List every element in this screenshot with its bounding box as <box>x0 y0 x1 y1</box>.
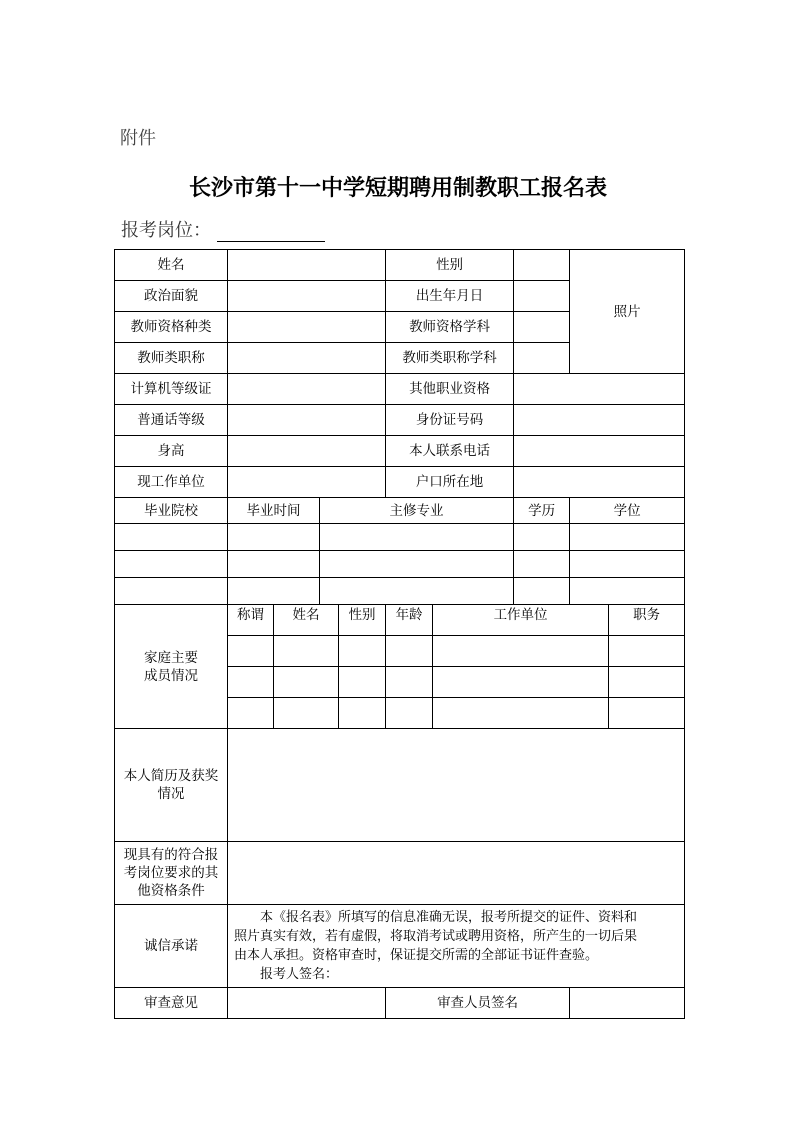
edu-header-degree: 学位 <box>570 498 685 524</box>
label-cert-type: 教师资格种类 <box>115 312 228 343</box>
resume-label-line1: 本人简历及获奖 <box>123 768 219 784</box>
family-header-work-unit: 工作单位 <box>433 605 609 636</box>
family-cell[interactable] <box>339 698 386 729</box>
edu-header-grad-time: 毕业时间 <box>228 498 320 524</box>
family-header-duty: 职务 <box>609 605 685 636</box>
family-cell[interactable] <box>386 698 433 729</box>
field-hukou[interactable] <box>514 467 685 498</box>
label-birth: 出生年月日 <box>386 281 514 312</box>
qualifications-label-line2: 考岗位要求的其 <box>123 865 219 881</box>
edu-cell[interactable] <box>115 551 228 578</box>
family-label-line1: 家庭主要 <box>144 649 198 666</box>
edu-header-school: 毕业院校 <box>115 498 228 524</box>
resume-label <box>115 729 228 842</box>
qualifications-label <box>115 842 228 905</box>
position-blank[interactable] <box>217 221 325 242</box>
family-cell[interactable] <box>228 698 274 729</box>
label-name: 姓名 <box>115 250 228 281</box>
family-cell[interactable] <box>274 636 339 667</box>
family-cell[interactable] <box>386 636 433 667</box>
label-politics: 政治面貌 <box>115 281 228 312</box>
position-label: 报考岗位： <box>121 220 211 241</box>
edu-cell[interactable] <box>115 524 228 551</box>
edu-cell[interactable] <box>320 551 514 578</box>
family-cell[interactable] <box>433 698 609 729</box>
family-label-line2: 成员情况 <box>144 667 198 684</box>
label-cert-subject: 教师资格学科 <box>386 312 514 343</box>
family-cell[interactable] <box>386 667 433 698</box>
edu-cell[interactable] <box>228 524 320 551</box>
edu-cell[interactable] <box>115 578 228 605</box>
family-cell[interactable] <box>274 698 339 729</box>
integrity-signature-label: 报考人签名： <box>260 967 339 982</box>
field-cert-type[interactable] <box>228 312 386 343</box>
edu-cell[interactable] <box>514 524 570 551</box>
edu-cell[interactable] <box>228 578 320 605</box>
family-label <box>115 605 228 729</box>
field-gender[interactable] <box>514 250 570 281</box>
family-cell[interactable] <box>228 667 274 698</box>
label-title-rank: 教师类职称 <box>115 343 228 374</box>
integrity-text-line2: 照片真实有效，若有虚假，将取消考试或聘用资格，所产生的一切后果 <box>234 929 638 944</box>
edu-cell[interactable] <box>570 578 685 605</box>
edu-cell[interactable] <box>320 578 514 605</box>
reviewer-sign-field[interactable] <box>570 988 685 1019</box>
qualifications-label-line3: 他资格条件 <box>137 883 205 899</box>
family-cell[interactable] <box>609 667 685 698</box>
field-other-cert[interactable] <box>514 374 685 405</box>
edu-cell[interactable] <box>320 524 514 551</box>
family-cell[interactable] <box>609 698 685 729</box>
field-title-subject[interactable] <box>514 343 570 374</box>
qualifications-field[interactable] <box>228 842 685 905</box>
family-cell[interactable] <box>609 636 685 667</box>
label-computer: 计算机等级证 <box>115 374 228 405</box>
edu-cell[interactable] <box>570 524 685 551</box>
form-title: 长沙市第十一中学短期聘用制教职工报名表 <box>188 175 607 201</box>
qualifications-label-line1: 现具有的符合报 <box>123 847 219 863</box>
family-header-age: 年龄 <box>386 605 433 636</box>
edu-header-degree-level: 学历 <box>514 498 570 524</box>
integrity-text-line1: 本《报名表》所填写的信息准确无误，报考所提交的证件、资料和 <box>260 910 638 925</box>
field-title-rank[interactable] <box>228 343 386 374</box>
field-politics[interactable] <box>228 281 386 312</box>
label-title-subject: 教师类职称学科 <box>386 343 514 374</box>
field-cert-subject[interactable] <box>514 312 570 343</box>
family-cell[interactable] <box>339 667 386 698</box>
integrity-label: 诚信承诺 <box>115 905 228 988</box>
label-phone: 本人联系电话 <box>386 436 514 467</box>
attachment-label: 附件 <box>120 128 156 149</box>
label-hukou: 户口所在地 <box>386 467 514 498</box>
resume-label-line2: 情况 <box>157 786 185 802</box>
registration-table <box>114 249 685 1019</box>
field-name[interactable] <box>228 250 386 281</box>
edu-cell[interactable] <box>570 551 685 578</box>
family-cell[interactable] <box>228 636 274 667</box>
label-other-cert: 其他职业资格 <box>386 374 514 405</box>
field-id-number[interactable] <box>514 405 685 436</box>
integrity-statement <box>228 905 685 988</box>
family-cell[interactable] <box>274 667 339 698</box>
label-id-number: 身份证号码 <box>386 405 514 436</box>
family-header-relation: 称谓 <box>228 605 274 636</box>
edu-cell[interactable] <box>514 578 570 605</box>
field-computer[interactable] <box>228 374 386 405</box>
photo-box[interactable]: 照片 <box>570 250 685 374</box>
edu-cell[interactable] <box>228 551 320 578</box>
family-cell[interactable] <box>339 636 386 667</box>
field-employer[interactable] <box>228 467 386 498</box>
field-phone[interactable] <box>514 436 685 467</box>
reviewer-sign-label: 审查人员签名 <box>386 988 570 1019</box>
resume-field[interactable] <box>228 729 685 842</box>
review-opinion-field[interactable] <box>228 988 386 1019</box>
family-header-gender: 性别 <box>339 605 386 636</box>
field-height[interactable] <box>228 436 386 467</box>
label-gender: 性别 <box>386 250 514 281</box>
family-cell[interactable] <box>433 667 609 698</box>
label-employer: 现工作单位 <box>115 467 228 498</box>
field-mandarin[interactable] <box>228 405 386 436</box>
edu-header-major: 主修专业 <box>320 498 514 524</box>
review-opinion-label: 审查意见 <box>115 988 228 1019</box>
integrity-text-line3: 由本人承担。资格审查时，保证提交所需的全部证书证件查验。 <box>234 948 599 963</box>
label-mandarin: 普通话等级 <box>115 405 228 436</box>
family-cell[interactable] <box>433 636 609 667</box>
position-line <box>121 216 325 242</box>
family-header-name: 姓名 <box>274 605 339 636</box>
edu-cell[interactable] <box>514 551 570 578</box>
label-height: 身高 <box>115 436 228 467</box>
field-birth[interactable] <box>514 281 570 312</box>
